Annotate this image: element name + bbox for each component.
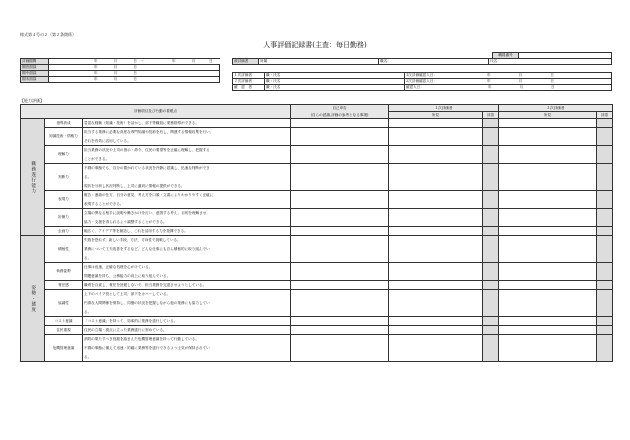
first-grade-field[interactable] xyxy=(483,209,499,227)
second-remark-field[interactable] xyxy=(499,209,597,227)
item-label: 協調性 xyxy=(45,290,83,317)
second-remark-field[interactable] xyxy=(499,263,597,281)
table-row xyxy=(21,326,613,335)
second-grade-field[interactable] xyxy=(597,317,613,326)
evaluator-row-3: 確 認 者 職・氏名 確認入日： 年 月 日 xyxy=(233,85,612,91)
second-grade-field[interactable] xyxy=(597,335,613,362)
item-description: 立場の異なる相手に説明や働きかけを行い、意図する考え、目的を理解させ、 xyxy=(83,209,291,218)
self-remark-field[interactable] xyxy=(291,290,389,317)
table-row xyxy=(21,128,613,137)
item-label: 指導育成 xyxy=(45,119,83,128)
second-remark-field[interactable] xyxy=(499,191,597,209)
second-remark-field[interactable] xyxy=(499,335,597,362)
item-description: 失敗を恐れず、新しい手段、方法、方向性で挑戦している。 xyxy=(83,236,291,245)
second-grade-field[interactable] xyxy=(597,146,613,164)
item-description: 住民の立場・視点に立った業務遂行に努めている。 xyxy=(83,326,291,335)
self-remark-field[interactable] xyxy=(291,281,389,290)
header-first-remark: 所見 xyxy=(389,112,483,119)
evaluee-table xyxy=(232,58,612,65)
item-description: 報告・連絡の仕方、自分の意見、考え方を口頭・文書によりわかりやすく正確に xyxy=(83,191,291,200)
page-title: 人事評価記録書(主査：毎日勤務) xyxy=(263,41,367,49)
item-description: 担当業務の状況や上司の指示・命令、住民の要望等を正確に理解し、把握する xyxy=(83,146,291,155)
item-description: 豊富な経験（知識・技術）を活かし、部下等職員に業務指導ができる。 xyxy=(83,119,291,128)
table-row xyxy=(21,164,613,173)
first-remark-field[interactable] xyxy=(389,317,483,326)
second-grade-field[interactable] xyxy=(597,290,613,317)
first-grade-field[interactable] xyxy=(483,263,499,281)
item-description: 業務について工夫改善をするなど、どんな仕事にも自ら積極的に取り組んでい xyxy=(83,245,291,254)
group-label: 職務遂行能力 xyxy=(21,119,45,236)
ability-evaluation-table xyxy=(20,104,613,362)
item-description: る。 xyxy=(83,173,291,182)
period-table: 評価期間 年 月 日 ～ 年 月 日 期首面談 年 月 日 期中面談 年 月 日 期末面談 年 月 日 xyxy=(20,58,220,83)
staff-number-label: 職員番号 xyxy=(493,53,519,59)
second-remark-field[interactable] xyxy=(499,164,597,191)
self-remark-field[interactable] xyxy=(291,227,389,236)
first-grade-field[interactable] xyxy=(483,281,499,290)
item-label: 表現力 xyxy=(45,191,83,209)
item-label: 住民重視 xyxy=(45,326,83,335)
item-label: 危機管理意識 xyxy=(45,335,83,362)
table-row xyxy=(21,281,613,290)
evaluator-table xyxy=(232,72,612,91)
second-grade-field[interactable] xyxy=(597,281,613,290)
table-row xyxy=(21,209,613,218)
evaluee-post[interactable]: 職名： xyxy=(379,59,489,65)
second-remark-field[interactable] xyxy=(499,317,597,326)
second-grade-field[interactable] xyxy=(597,209,613,227)
header-self-sub: (自らの認識,評価の参考となる事項) xyxy=(291,112,389,119)
second-grade-field[interactable] xyxy=(597,227,613,236)
self-remark-field[interactable] xyxy=(291,128,389,146)
self-remark-field[interactable] xyxy=(291,191,389,209)
first-remark-field[interactable] xyxy=(389,146,483,164)
second-grade-field[interactable] xyxy=(597,263,613,281)
item-label: 判断力 xyxy=(45,164,83,191)
self-remark-field[interactable] xyxy=(291,164,389,191)
header-self: 自己申告 xyxy=(291,105,389,112)
evaluee-dept[interactable]: 所属： xyxy=(259,59,379,65)
header-second-grade: 評語 xyxy=(597,112,613,119)
form-number: 様式第４号の２（第２条関係） xyxy=(20,32,76,37)
item-description: 協力・支援を得られるよう調整することができる。 xyxy=(83,218,291,227)
first-remark-field[interactable] xyxy=(389,227,483,236)
item-label: 積極性 xyxy=(45,236,83,263)
period-label: 評価期間 xyxy=(21,59,49,65)
self-remark-field[interactable] xyxy=(291,317,389,326)
item-label: 執務姿勢 xyxy=(45,263,83,281)
first-grade-field[interactable] xyxy=(483,317,499,326)
first-grade-field[interactable] xyxy=(483,227,499,236)
item-description: 仕事は迅速、正確な処理を心がけている。 xyxy=(83,263,291,272)
section-label: 【能力評価】 xyxy=(20,98,44,103)
first-grade-field[interactable] xyxy=(483,128,499,146)
item-description: 「コスト意識」を持って、効率的に業務を遂行している。 xyxy=(83,317,291,326)
second-grade-field[interactable] xyxy=(597,119,613,128)
table-row xyxy=(21,146,613,155)
item-description: 問題意識を持ち、公務能力の向上に取り組んでいる。 xyxy=(83,272,291,281)
first-remark-field[interactable] xyxy=(389,263,483,281)
first-grade-field[interactable] xyxy=(483,146,499,164)
evaluee-name[interactable]: 氏名： xyxy=(489,59,612,65)
first-remark-field[interactable] xyxy=(389,119,483,128)
first-remark-field[interactable] xyxy=(389,128,483,146)
item-label: コスト意識 xyxy=(45,317,83,326)
first-grade-field[interactable] xyxy=(483,191,499,209)
item-description: ことができる。 xyxy=(83,155,291,164)
header-first-grade: 評語 xyxy=(483,112,499,119)
table-row xyxy=(21,227,613,236)
table-row xyxy=(21,263,613,272)
item-description: それを有効に活用している。 xyxy=(83,137,291,146)
final-interview-label: 期末面談 xyxy=(21,77,49,83)
item-label: 知識技術・情報力 xyxy=(45,128,83,146)
item-description: 表現することができる。 xyxy=(83,200,291,209)
second-grade-field[interactable] xyxy=(597,191,613,209)
table-row xyxy=(21,290,613,299)
first-remark-field[interactable] xyxy=(389,209,483,227)
item-description: 不測の事態に備えて迅速・的確に業務等を遂行できるよう士気が保持されてい xyxy=(83,344,291,353)
item-description: 円滑な人間関係を保持し、同僚の状況を把握しながら他の業務にも協力してい xyxy=(83,299,291,308)
self-remark-field[interactable] xyxy=(291,236,389,263)
item-label: 責任感 xyxy=(45,281,83,290)
item-description: 担当する業務に必要な高度な専門知識や技術を有し、関連する情報収集を行い、 xyxy=(83,128,291,137)
table-row xyxy=(21,317,613,326)
second-remark-field[interactable] xyxy=(499,119,597,128)
item-label: 折衝力 xyxy=(45,209,83,227)
group-label: 姿勢・態度 xyxy=(21,236,45,362)
second-grade-field[interactable] xyxy=(597,164,613,191)
second-grade-field[interactable] xyxy=(597,236,613,263)
second-remark-field[interactable] xyxy=(499,290,597,317)
self-remark-field[interactable] xyxy=(291,209,389,227)
item-description: 職責を自覚し、責任を回避しないで、担当業務を完遂させようとしている。 xyxy=(83,281,291,290)
item-description: 幅広く、アイデア等を創造し、これを活用する力を発揮できる。 xyxy=(83,227,291,236)
first-grade-field[interactable] xyxy=(483,290,499,317)
self-remark-field[interactable] xyxy=(291,146,389,164)
first-remark-field[interactable] xyxy=(389,236,483,263)
item-label: 理解力 xyxy=(45,146,83,164)
first-remark-field[interactable] xyxy=(389,326,483,335)
mid-interview-label: 期中面談 xyxy=(21,71,49,77)
second-remark-field[interactable] xyxy=(499,128,597,146)
header-item: 評価項目及び行動の着眼点 xyxy=(21,105,291,119)
item-label: 企画力 xyxy=(45,227,83,236)
item-description: 上下のパイプ役として上司、部下をカバーしている。 xyxy=(83,290,291,299)
second-remark-field[interactable] xyxy=(499,146,597,164)
table-row xyxy=(21,335,613,344)
first-remark-field[interactable] xyxy=(389,281,483,290)
first-remark-field[interactable] xyxy=(389,290,483,317)
header-second: ２次評価者 xyxy=(499,105,613,112)
first-remark-field[interactable] xyxy=(389,191,483,209)
header-first: １次評価者 xyxy=(389,105,499,112)
second-remark-field[interactable] xyxy=(499,281,597,290)
self-remark-field[interactable] xyxy=(291,119,389,128)
first-grade-field[interactable] xyxy=(483,164,499,191)
self-remark-field[interactable] xyxy=(291,263,389,281)
first-grade-field[interactable] xyxy=(483,335,499,362)
first-grade-field[interactable] xyxy=(483,236,499,263)
table-row xyxy=(21,236,613,245)
item-description: 消防の果たすべき役割を踏まえた危機管理意識を持って行動している。 xyxy=(83,335,291,344)
second-remark-field[interactable] xyxy=(499,236,597,263)
second-remark-field[interactable] xyxy=(499,326,597,335)
first-interview-label: 期首面談 xyxy=(21,65,49,71)
table-row xyxy=(21,119,613,128)
header-second-remark: 所見 xyxy=(499,112,597,119)
second-grade-field[interactable] xyxy=(597,128,613,146)
second-grade-field[interactable] xyxy=(597,326,613,335)
self-remark-field[interactable] xyxy=(291,335,389,362)
first-grade-field[interactable] xyxy=(483,119,499,128)
item-description: る。 xyxy=(83,254,291,263)
table-row xyxy=(21,191,613,200)
first-grade-field[interactable] xyxy=(483,326,499,335)
first-remark-field[interactable] xyxy=(389,335,483,362)
self-remark-field[interactable] xyxy=(291,326,389,335)
evaluator-row-2: ２次評価者 職・氏名 2次評価確認入日： 年 月 日 xyxy=(233,79,612,85)
item-description: る。 xyxy=(83,308,291,317)
evaluee-label: 被評価者 xyxy=(233,59,259,65)
evaluator-row-1: １次評価者 職・氏名 1次評価確認入日： 年 月 日 xyxy=(233,73,612,79)
item-description: る。 xyxy=(83,353,291,362)
first-remark-field[interactable] xyxy=(389,164,483,191)
item-description: 不測の事態でも、自分の置かれている状況を冷静に認識し、迅速な判断ができ xyxy=(83,164,291,173)
item-description: 現状を分析し状況判断し、上司に適切に情報の提供ができる。 xyxy=(83,182,291,191)
second-remark-field[interactable] xyxy=(499,227,597,236)
